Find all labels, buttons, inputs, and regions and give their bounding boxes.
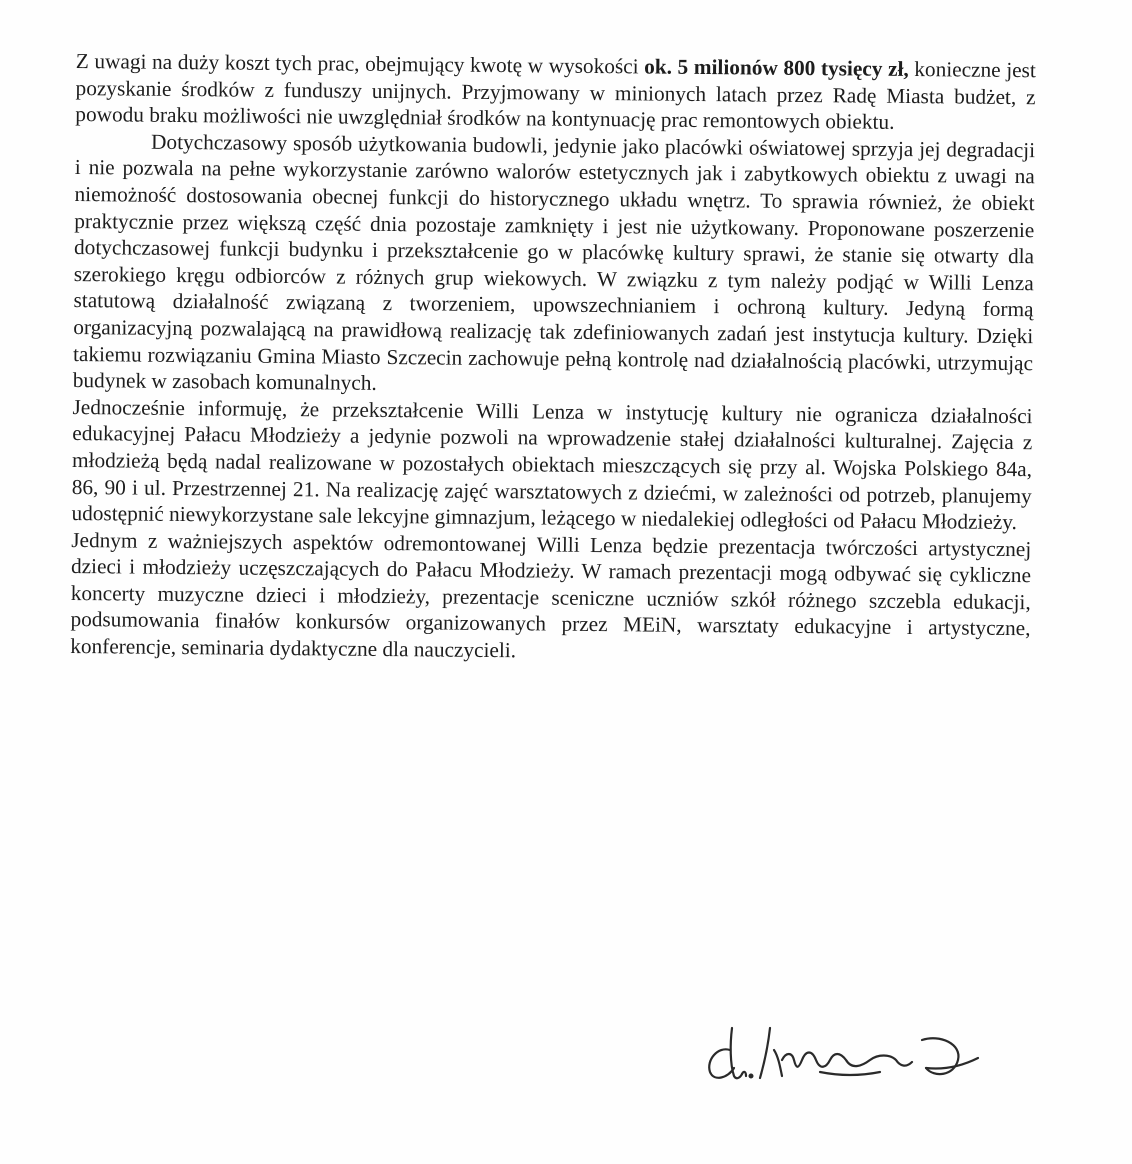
paragraph-cost-lead: Z uwagi na duży koszt tych prac, obejmujący kwotę w wysokości bbox=[75, 48, 645, 79]
paragraph-usage: Dotychczasowy sposób użytkowania budowli, jedynie jako placówki oświatowej sprzyja jej degradacji i nie pozwala na pełne wykorzystanie zarówno walorów estetycznych jak i zabytkowych obiektu z uwagi na niemożność dostosowania obecnej funkcji do historycznego układu wnętrz. To sprawia również, że obiekt praktycznie przez większą część dnia pozostaje zamknięty i jest nie użytkowany. Proponowane poszerzenie dotychczasowej funkcji budynku i przekształcenie go w placówkę kultury sprawi, że stanie się otwarty dla szerokiego kręgu odbiorców z różnych grup wiekowych. W związku z tym należy podjąć w Willi Lenza statutową działalność związaną z tworzeniem, upowszechnianiem i ochroną kultury. Jedyną formą organizacyjną pozwalającą na prawidłową realizację tak zdefiniowanych zadań jest instytucja kultury. Dzięki takiemu rozwiązaniu Gmina Miasto Szczecin zachowuje pełną kontrolę nad działalnością placówki, utrzymując budynek w zasobach komunalnych. bbox=[72, 129, 1036, 396]
paragraph-presentation: Jednym z ważniejszych aspektów odremontowanej Willi Lenza będzie prezentacja twórczości artystycznej dzieci i młodzieży uczęszczających do Pałacu Młodzieży. W ramach prezentacji mogą odbywać się cykliczne koncerty muzyczne dzieci i młodzieży, prezentacje sceniczne uczniów szkół różnego szczebla edukacji, podsumowania finałów konkursów organizowanych przez MEiN, warsztaty edukacyjne i artystyczne, konferencje, seminaria dydaktyczne dla nauczycieli. bbox=[70, 527, 1032, 663]
signature-drawing bbox=[700, 1020, 990, 1100]
cost-amount: ok. 5 milionów 800 tysięcy zł, bbox=[644, 54, 909, 81]
paragraph-education: Jednocześnie informuję, że przekształcenie Willi Lenza w instytucję kultury nie ogranicza działalności edukacyjnej Pałacu Młodzieży a jedynie pozwoli na wprowadzenie stałej działalności kulturalnej. Zajęcia z młodzieżą będą nadal realizowane w pozostałych obiektach mieszczących się przy al. Wojska Polskiego 84a, 86, 90 i ul. Przestrzennej 21. Na realizację zajęć warsztatowych z dziećmi, w zależności od potrzeb, planujemy udostępnić niewykorzystane sale lekcyjne gimnazjum, leżącego w niedalekiej odległości od Pałacu Młodzieży. bbox=[71, 394, 1033, 535]
letter-body bbox=[70, 48, 1036, 669]
paragraph-cost bbox=[75, 48, 1036, 137]
handwritten-signature bbox=[700, 1020, 990, 1100]
paragraph-cost-tail: konieczne jest pozyskanie środków z funduszy unijnych. Przyjmowany w minionych latach przez Radę Miasta budżet, z powodu braku możliwości nie uwzględniał środków na kontynuację prac remontowych obiektu. bbox=[75, 56, 1036, 135]
